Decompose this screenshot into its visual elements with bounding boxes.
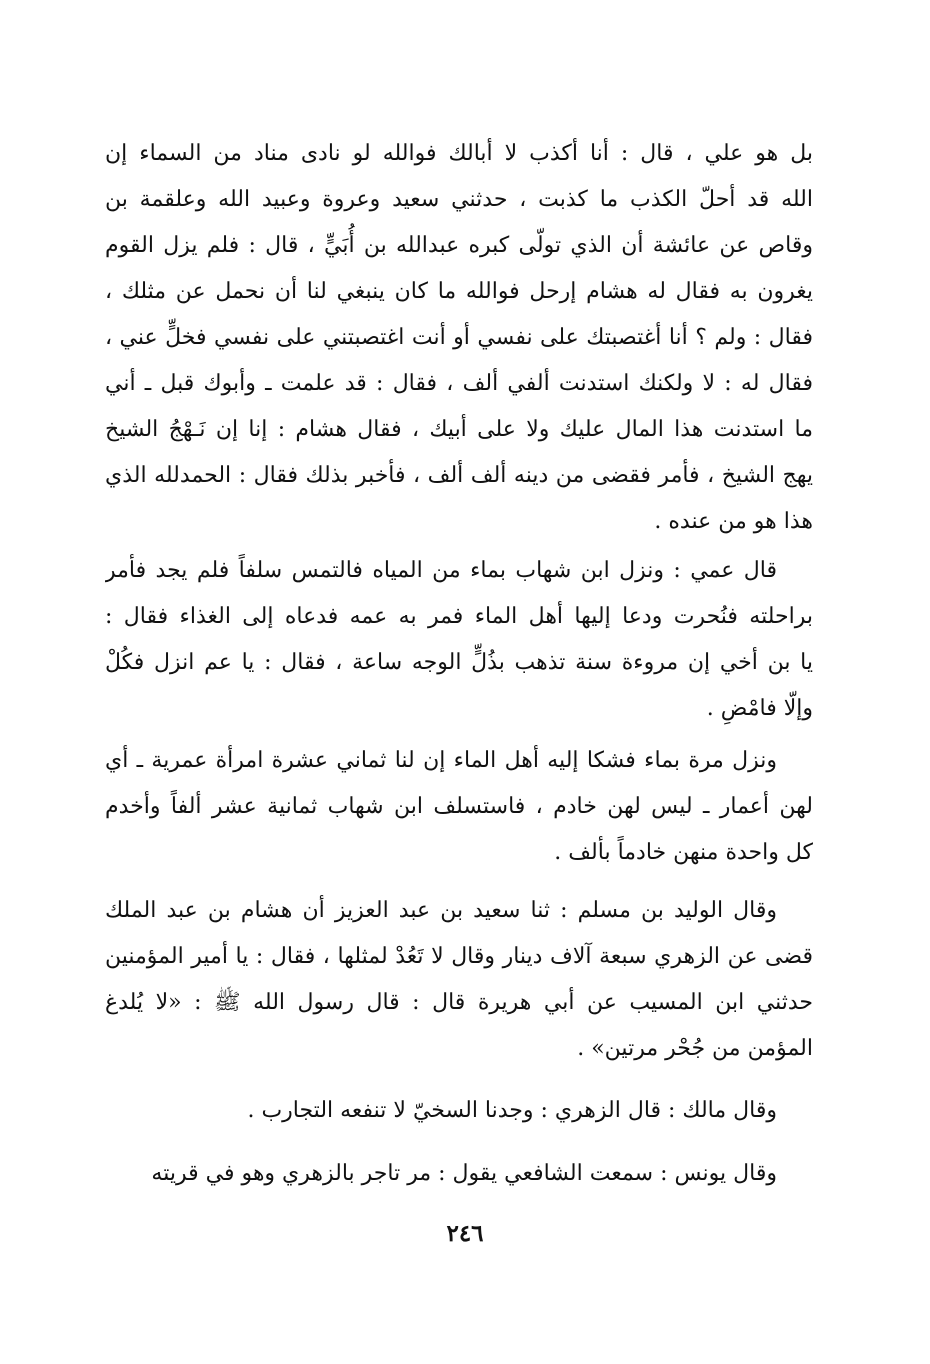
paragraph-2	[105, 548, 813, 732]
text-line: حدثني ابن المسيب عن أبي هريرة قال : قال رسول الله ﷺ : «لا يُلدغ	[105, 990, 813, 1015]
text-line: يا بن أخي إن مروءة سنة تذهب بذُلٍّ الوجه ساعة ، فقال : يا عم انزل فكُلْ	[105, 650, 813, 675]
text-line: بل هو علي ، قال : أنا أكذب لا أبالك فوالله لو نادى مناد من السماء إن	[105, 141, 813, 166]
text-line: براحلته فنُحرت ودعا إليها أهل الماء فمر به عمه فدعاه إلى الغذاء فقال :	[105, 604, 813, 629]
text-line: الله قد أحلّ الكذب ما كذبت ، حدثني سعيد وعروة وعبيد الله وعلقمة بن	[105, 187, 813, 212]
text-line: فقال له : لا ولكنك استدنت ألفي ألف ، فقال : قد علمت ـ وأبوك قبل ـ أني	[105, 371, 813, 396]
text-line: لهن أعمار ـ ليس لهن خادم ، فاستسلف ابن شهاب ثمانية عشر ألفاً وأخدم	[105, 794, 813, 819]
text-line: يهج الشيخ ، فأمر فقضى من دينه ألف ألف ، فأخبر بذلك فقال : الحمدلله الذي	[105, 463, 813, 488]
text-line: وقال الوليد بن مسلم : ثنا سعيد بن عبد العزيز أن هشام بن عبد الملك	[105, 898, 777, 923]
page-number: ٢٤٦	[446, 1220, 484, 1247]
text-line: وقاص عن عائشة أن الذي تولّى كبره عبدالله بن أُبَيٍّ ، قال : فلم يزل القوم	[105, 233, 813, 258]
paragraph-3	[105, 738, 813, 876]
text-line: قضى عن الزهري سبعة آلاف دينار وقال لا تَعُدْ لمثلها ، فقال : يا أمير المؤمنين	[105, 944, 813, 969]
text-line: وإلّا فامْضِ .	[706, 696, 813, 721]
paragraph-4	[105, 888, 813, 1072]
text-line: هذا هو من عنده .	[654, 509, 813, 534]
text-line: المؤمن من جُحْر مرتين» .	[577, 1036, 813, 1061]
paragraph-5	[105, 1088, 813, 1134]
text-line: كل واحدة منهن خادماً بألف .	[554, 840, 813, 865]
paragraph-1	[105, 131, 813, 545]
paragraph-6	[105, 1151, 813, 1197]
text-line: ونزل مرة بماء فشكا إليه أهل الماء إن لنا ثماني عشرة امرأة عمرية ـ أي	[105, 748, 777, 773]
text-line: يغرون به فقال له هشام إرحل فوالله ما كان ينبغي لنا أن نحمل عن مثلك ،	[105, 279, 813, 304]
text-line: وقال يونس : سمعت الشافعي يقول : مر تاجر بالزهري وهو في قريته	[151, 1161, 777, 1186]
text-line: ما استدنت هذا المال عليك ولا على أبيك ، فقال هشام : إنا إن نَـهْجُ الشيخ	[105, 417, 813, 442]
text-line: وقال مالك : قال الزهري : وجدنا السخيّ لا تنفعه التجارب .	[247, 1098, 777, 1123]
text-line: قال عمي : ونزل ابن شهاب بماء من المياه فالتمس سلفاً فلم يجد فأمر	[105, 558, 777, 583]
text-line: فقال : ولم ؟ أنا أغتصبتك على نفسي أو أنت اغتصبتني على نفسي فخلٍّ عني ،	[105, 325, 813, 350]
